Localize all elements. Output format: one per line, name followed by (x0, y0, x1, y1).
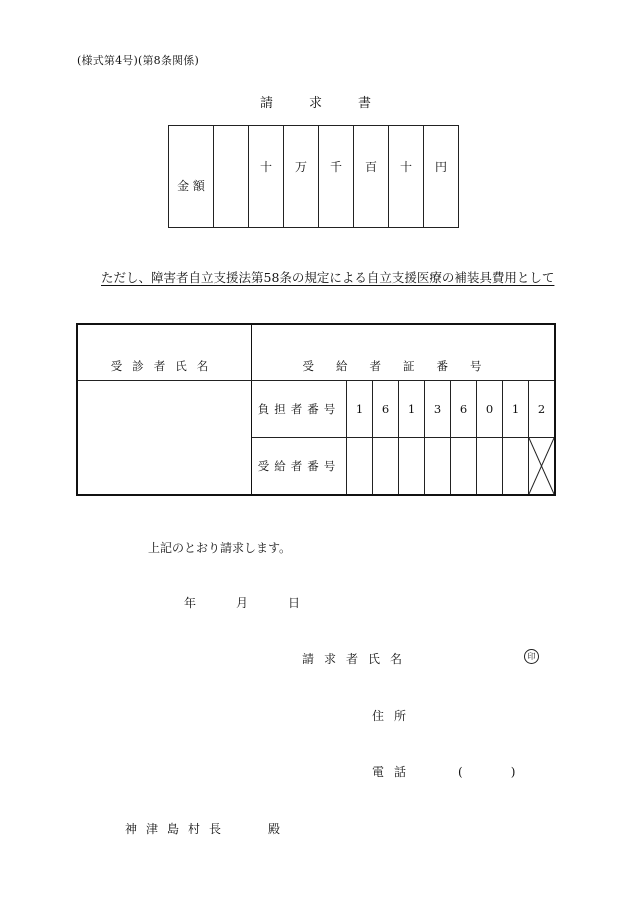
form-reference: (様式第4号)(第8条関係) (77, 54, 199, 67)
amount-digit-cell[interactable] (319, 126, 354, 228)
payer-digit: 1 (347, 381, 373, 438)
recipient-number-label: 受給者番号 (252, 438, 347, 496)
recipient-digit-field[interactable] (477, 438, 503, 496)
unit-label: 円 (434, 160, 447, 174)
title-char-1: 請 (260, 96, 274, 111)
payer-digit: 6 (373, 381, 399, 438)
recipient-digit-field[interactable] (425, 438, 451, 496)
seal-icon: 印 (524, 649, 539, 664)
crossed-out-cell (529, 438, 556, 496)
amount-digit-cell[interactable] (389, 126, 424, 228)
amount-digit-cell[interactable] (214, 126, 249, 228)
amount-label: 金 額 (177, 179, 205, 193)
amount-digit-cell[interactable] (424, 126, 459, 228)
amount-digit-cell[interactable] (249, 126, 284, 228)
address-label: 住所 (372, 709, 417, 723)
unit-label: 十 (399, 160, 412, 174)
month-label: 月 (236, 596, 249, 610)
payer-digit: 1 (399, 381, 425, 438)
day-label: 日 (288, 596, 301, 610)
cross-mark-icon (529, 438, 554, 494)
phone-paren-open: ( (458, 765, 463, 779)
title-char-3: 書 (358, 96, 372, 111)
unit-label: 百 (364, 160, 377, 174)
date-line (184, 594, 300, 611)
number-header-cell (252, 324, 556, 381)
unit-label: 千 (329, 160, 342, 174)
claimant-name-label: 請求者氏名 (302, 652, 413, 666)
recipient-table (76, 323, 556, 496)
payer-digit: 3 (425, 381, 451, 438)
payer-digit: 1 (503, 381, 529, 438)
amount-label-cell (169, 126, 214, 228)
recipient-digit-field[interactable] (451, 438, 477, 496)
recipient-digit-field[interactable] (503, 438, 529, 496)
amount-digit-cell[interactable] (284, 126, 319, 228)
unit-label: 万 (294, 160, 307, 174)
declaration-text: 上記のとおり請求します。 (148, 541, 292, 555)
amount-digit-cell[interactable] (354, 126, 389, 228)
payer-number-label: 負担者番号 (252, 381, 347, 438)
phone-label: 電話 (372, 765, 417, 779)
recipient-digit-field[interactable] (347, 438, 373, 496)
purpose-note: ただし、障害者自立支援法第58条の規定による自立支援医療の補装具費用として (101, 270, 555, 285)
payer-digit: 6 (451, 381, 477, 438)
recipient-name-field[interactable] (77, 381, 252, 496)
name-header: 受診者氏名 (110, 359, 219, 373)
payer-digit: 0 (477, 381, 503, 438)
phone-line (372, 763, 515, 780)
amount-table (168, 125, 459, 228)
payer-digit: 2 (529, 381, 556, 438)
name-header-cell (77, 324, 252, 381)
document-title (260, 92, 371, 111)
addressee-line (125, 820, 280, 837)
year-label: 年 (184, 596, 197, 610)
addressee-name: 神津島村長 (125, 822, 231, 836)
addressee-honorific: 殿 (268, 822, 281, 836)
recipient-digit-field[interactable] (399, 438, 425, 496)
phone-paren-close: ) (510, 765, 516, 779)
recipient-digit-field[interactable] (373, 438, 399, 496)
title-char-2: 求 (309, 96, 323, 111)
unit-label: 十 (259, 160, 272, 174)
number-header: 受給者証番号 (302, 359, 504, 373)
